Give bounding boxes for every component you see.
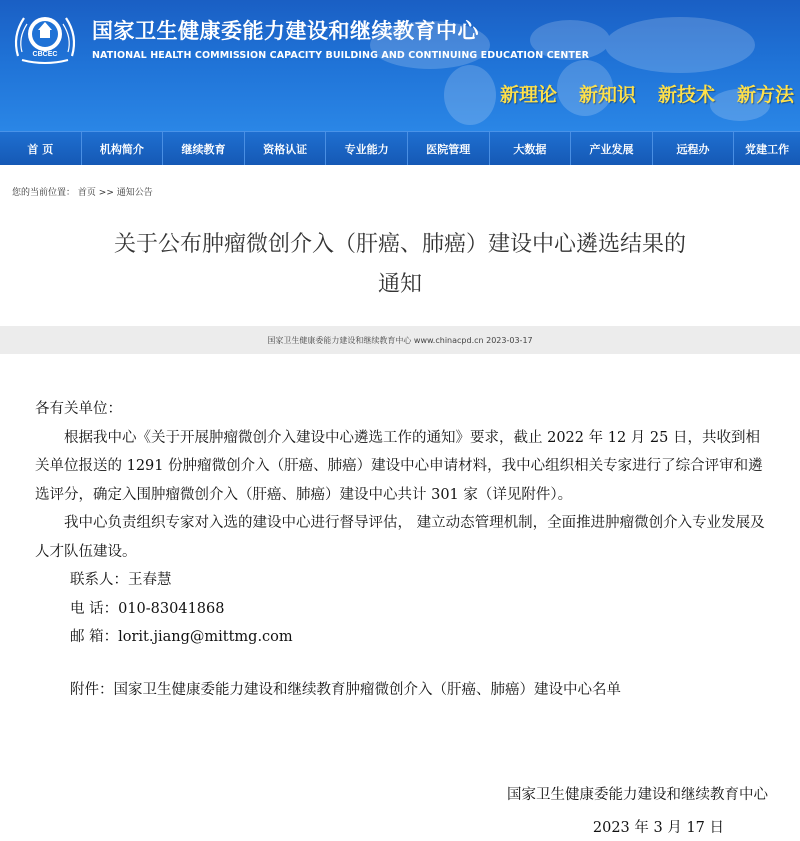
site-title-english: NATIONAL HEALTH COMMISSION CAPACITY BUILDING AND CONTINUING EDUCATION CENTER bbox=[92, 50, 589, 61]
attachment-line bbox=[0, 676, 800, 705]
nav-about[interactable]: 机构简介 bbox=[82, 132, 164, 165]
nav-industry-development[interactable]: 产业发展 bbox=[571, 132, 653, 165]
breadcrumb-home-link[interactable]: 首页 bbox=[77, 188, 96, 198]
nav-remote-office[interactable]: 远程办 bbox=[653, 132, 735, 165]
slogan-new-knowledge: 新知识 bbox=[578, 84, 636, 106]
breadcrumb-separator: >> bbox=[98, 188, 114, 198]
attachment-link[interactable]: 国家卫生健康委能力建设和继续教育肿瘤微创介入（肝癌、肺癌）建设中心名单 bbox=[113, 681, 621, 698]
nav-home[interactable]: 首 页 bbox=[0, 132, 82, 165]
nav-hospital-management[interactable]: 医院管理 bbox=[408, 132, 490, 165]
breadcrumb bbox=[12, 185, 153, 198]
article-body bbox=[0, 395, 800, 704]
breadcrumb-label: 您的当前位置： bbox=[12, 188, 76, 198]
nav-professional-ability[interactable]: 专业能力 bbox=[326, 132, 408, 165]
nav-party-building[interactable]: 党建工作 bbox=[745, 142, 790, 156]
signature-organization: 国家卫生健康委能力建设和继续教育中心 bbox=[507, 787, 768, 803]
contact-person: 联系人：王春慧 bbox=[70, 572, 172, 588]
logo-text: CBCEC bbox=[32, 51, 58, 58]
signature-block bbox=[507, 779, 768, 841]
salutation: 各有关单位： bbox=[35, 401, 122, 417]
breadcrumb-current[interactable]: 通知公告 bbox=[116, 188, 153, 198]
nav-certification[interactable]: 资格认证 bbox=[245, 132, 327, 165]
nav-big-data[interactable]: 大数据 bbox=[490, 132, 572, 165]
slogan-new-technology: 新技术 bbox=[657, 84, 715, 106]
signature-date: 2023 年 3 月 17 日 bbox=[592, 820, 724, 836]
article-meta-bar bbox=[0, 326, 800, 354]
body-paragraph-2: 我中心负责组织专家对入选的建设中心进行督导评估， 建立动态管理机制，全面推进肿瘤微创介入专业发展及人才队伍建设。 bbox=[35, 515, 765, 560]
article-meta: 国家卫生健康委能力建设和继续教育中心 www.chinacpd.cn 2023-03-17 bbox=[267, 335, 533, 345]
main-nav bbox=[0, 131, 800, 165]
site-title-chinese[interactable]: 国家卫生健康委能力建设和继续教育中心 bbox=[92, 19, 479, 43]
nav-continuing-education[interactable]: 继续教育 bbox=[163, 132, 245, 165]
body-paragraph-1: 根据我中心《关于开展肿瘤微创介入建设中心遴选工作的通知》要求，截止 2022 年 12 月 25 日，共收到相关单位报送的 1291 份肿瘤微创介入（肝癌、肺癌）建设中心申请材料，我中心组织相关专家进行了综合评审和遴选评分，确定入围肿瘤微创介入（肝癌、肺癌）建设中心共计 301 家（详见附件）。 bbox=[35, 429, 763, 503]
contact-email: 邮 箱：lorit.jiang@mittmg.com bbox=[70, 629, 293, 645]
slogan-new-method: 新方法 bbox=[736, 84, 794, 106]
site-header bbox=[0, 0, 800, 131]
article-title-line-2: 通知 bbox=[377, 272, 422, 297]
article-title-line-1: 关于公布肿瘤微创介入（肝癌、肺癌）建设中心遴选结果的 bbox=[113, 232, 686, 257]
cbcec-logo-icon bbox=[8, 8, 82, 66]
article-title bbox=[0, 225, 800, 305]
contact-phone: 电 话：010-83041868 bbox=[70, 600, 225, 617]
attachment-label: 附件： bbox=[70, 681, 114, 698]
slogan-new-theory: 新理论 bbox=[499, 84, 557, 106]
slogan-group bbox=[500, 80, 794, 107]
